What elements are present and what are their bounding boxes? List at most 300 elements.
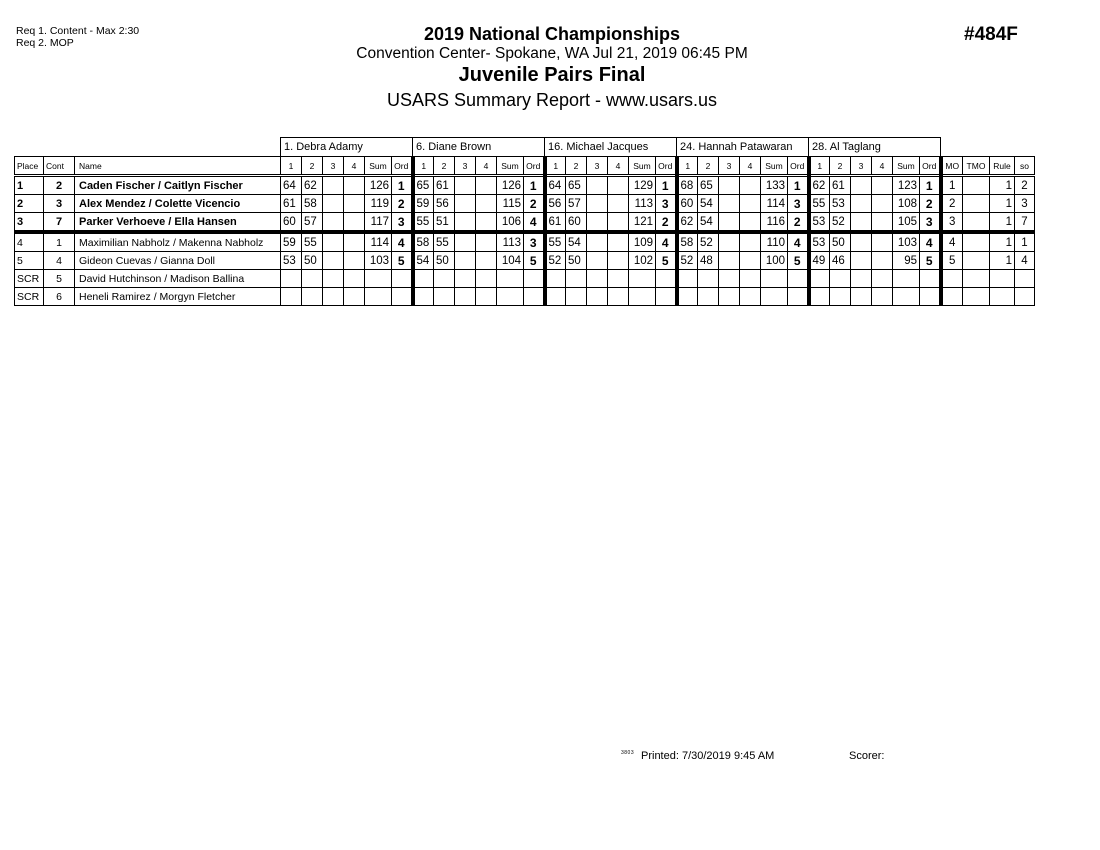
judge-4-ord-cell: 4 [788, 232, 809, 252]
mo-cell: 3 [941, 213, 963, 233]
judge-5-sum-cell: 105 [893, 213, 920, 233]
judge-4-score-2-cell [698, 288, 719, 306]
cont-cell: 5 [44, 270, 75, 288]
judge-3-score-4-cell [608, 213, 629, 233]
col-judge-5-j2: 2 [830, 157, 851, 176]
judge-5-score-2-cell [830, 288, 851, 306]
judge-1-ord-cell [392, 270, 413, 288]
judge-5-ord-cell: 5 [920, 252, 941, 270]
judge-5-sum-cell: 103 [893, 232, 920, 252]
judge-5-score-1-cell [809, 288, 830, 306]
col-judge-2-ord: Ord [524, 157, 545, 176]
judge-1-score-4-cell [344, 195, 365, 213]
judge-1-score-2-cell [302, 270, 323, 288]
results-table [14, 137, 1035, 306]
judge-2-score-2-cell: 61 [434, 176, 455, 195]
col-mo: MO [941, 157, 963, 176]
judge-5-score-3-cell [851, 252, 872, 270]
judge-5-score-3-cell [851, 288, 872, 306]
so-cell [1015, 288, 1035, 306]
judge-4-score-1-cell: 60 [677, 195, 698, 213]
judge-1-ord-cell: 3 [392, 213, 413, 233]
judge-2-score-1-cell [413, 288, 434, 306]
col-judge-3-j3: 3 [587, 157, 608, 176]
judge-1-score-1-cell: 59 [281, 232, 302, 252]
judge-1-score-1-cell: 53 [281, 252, 302, 270]
judge-2-score-4-cell [476, 288, 497, 306]
judge-4-score-1-cell: 58 [677, 232, 698, 252]
judge-3-score-2-cell: 65 [566, 176, 587, 195]
col-judge-4-sum: Sum [761, 157, 788, 176]
col-judge-5-j3: 3 [851, 157, 872, 176]
judge-1-sum-cell: 117 [365, 213, 392, 233]
judge-2-ord-cell: 1 [524, 176, 545, 195]
event-name: Juvenile Pairs Final [458, 64, 646, 86]
col-judge-4-j1: 1 [677, 157, 698, 176]
so-cell: 7 [1015, 213, 1035, 233]
tmo-cell [963, 288, 990, 306]
judge-5-score-3-cell [851, 195, 872, 213]
mo-cell: 5 [941, 252, 963, 270]
judge-4-score-3-cell [719, 270, 740, 288]
judge-5-score-2-cell [830, 270, 851, 288]
judge-5-score-3-cell [851, 232, 872, 252]
column-header-row [15, 157, 1035, 176]
col-judge-4-j3: 3 [719, 157, 740, 176]
judge-3-score-3-cell [587, 213, 608, 233]
col-judge-4-j4: 4 [740, 157, 761, 176]
judge-2-score-2-cell [434, 270, 455, 288]
judge-4-sum-cell: 100 [761, 252, 788, 270]
tmo-cell [963, 195, 990, 213]
tmo-cell [963, 270, 990, 288]
so-cell: 3 [1015, 195, 1035, 213]
judge-4-score-2-cell: 54 [698, 213, 719, 233]
judge-4-score-3-cell [719, 213, 740, 233]
judge-4-ord-cell: 2 [788, 213, 809, 233]
judge-3-score-3-cell [587, 252, 608, 270]
place-cell: 5 [15, 252, 44, 270]
judge-2-ord-cell: 3 [524, 232, 545, 252]
judge-5-score-1-cell [809, 270, 830, 288]
judge-4-score-3-cell [719, 232, 740, 252]
judge-2-header: 6. Diane Brown [413, 138, 545, 157]
col-judge-1-ord: Ord [392, 157, 413, 176]
place-cell: 1 [15, 176, 44, 195]
judge-1-header: 1. Debra Adamy [281, 138, 413, 157]
judge-4-score-2-cell: 52 [698, 232, 719, 252]
competition-title: 2019 National Championships [423, 24, 681, 44]
judge-4-sum-cell [761, 270, 788, 288]
judge-3-ord-cell [656, 288, 677, 306]
judge-4-score-4-cell [740, 195, 761, 213]
judge-4-score-3-cell [719, 252, 740, 270]
judges-row [15, 138, 1035, 157]
judge-2-score-3-cell [455, 195, 476, 213]
judge-3-score-1-cell: 55 [545, 232, 566, 252]
cont-cell: 4 [44, 252, 75, 270]
place-cell: SCR [15, 288, 44, 306]
col-judge-2-j4: 4 [476, 157, 497, 176]
rule-cell: 1 [990, 213, 1015, 233]
judge-2-sum-cell: 126 [497, 176, 524, 195]
judge-4-sum-cell: 114 [761, 195, 788, 213]
mo-cell: 2 [941, 195, 963, 213]
judge-2-sum-cell [497, 270, 524, 288]
rule-cell: 1 [990, 252, 1015, 270]
judge-3-score-1-cell: 61 [545, 213, 566, 233]
judge-3-score-3-cell [587, 288, 608, 306]
col-judge-1-j1: 1 [281, 157, 302, 176]
judge-5-score-2-cell: 50 [830, 232, 851, 252]
judge-2-score-3-cell [455, 232, 476, 252]
judge-5-score-2-cell: 52 [830, 213, 851, 233]
requirement-2: Req 2. MOP [16, 37, 74, 49]
judge-2-score-3-cell [455, 288, 476, 306]
judge-1-sum-cell [365, 288, 392, 306]
judge-3-ord-cell: 2 [656, 213, 677, 233]
venue-datetime: Convention Center- Spokane, WA Jul 21, 2019 06:45 PM [356, 45, 748, 62]
judge-3-sum-cell: 113 [629, 195, 656, 213]
judge-2-ord-cell: 4 [524, 213, 545, 233]
judge-4-score-2-cell [698, 270, 719, 288]
judge-1-score-2-cell: 55 [302, 232, 323, 252]
mo-cell: 1 [941, 176, 963, 195]
judge-4-score-4-cell [740, 232, 761, 252]
judge-4-score-1-cell: 52 [677, 252, 698, 270]
tmo-cell [963, 213, 990, 233]
event-number: #484F [964, 24, 1018, 45]
col-judge-3-j4: 4 [608, 157, 629, 176]
judge-1-score-1-cell [281, 270, 302, 288]
judge-4-ord-cell: 1 [788, 176, 809, 195]
judge-1-score-2-cell: 57 [302, 213, 323, 233]
judge-2-score-3-cell [455, 176, 476, 195]
judge-3-score-2-cell: 57 [566, 195, 587, 213]
col-judge-5-j1: 1 [809, 157, 830, 176]
col-judge-2-j2: 2 [434, 157, 455, 176]
col-judge-3-j2: 2 [566, 157, 587, 176]
judge-1-score-1-cell [281, 288, 302, 306]
judge-1-score-4-cell [344, 288, 365, 306]
rule-cell [990, 270, 1015, 288]
rule-cell [990, 288, 1015, 306]
col-place: Place [15, 157, 44, 176]
judge-4-score-2-cell: 54 [698, 195, 719, 213]
judge-1-score-3-cell [323, 288, 344, 306]
judge-2-sum-cell: 106 [497, 213, 524, 233]
judge-3-score-2-cell [566, 288, 587, 306]
judge-4-score-3-cell [719, 288, 740, 306]
judge-2-score-3-cell [455, 270, 476, 288]
judge-1-sum-cell: 126 [365, 176, 392, 195]
col-judge-2-j3: 3 [455, 157, 476, 176]
report-title: USARS Summary Report - www.usars.us [386, 90, 718, 110]
judge-2-sum-cell [497, 288, 524, 306]
judge-4-score-2-cell: 48 [698, 252, 719, 270]
judge-4-score-1-cell: 68 [677, 176, 698, 195]
table-row [15, 270, 1035, 288]
judge-1-score-4-cell [344, 270, 365, 288]
rule-cell: 1 [990, 232, 1015, 252]
judge-4-score-3-cell [719, 176, 740, 195]
judge-2-ord-cell: 2 [524, 195, 545, 213]
judge-3-score-4-cell [608, 232, 629, 252]
judge-3-score-4-cell [608, 288, 629, 306]
judge-3-score-1-cell [545, 288, 566, 306]
judge-5-ord-cell: 3 [920, 213, 941, 233]
judge-1-ord-cell: 2 [392, 195, 413, 213]
judge-3-sum-cell: 102 [629, 252, 656, 270]
judge-1-score-4-cell [344, 176, 365, 195]
judge-2-score-4-cell [476, 195, 497, 213]
judge-1-score-2-cell [302, 288, 323, 306]
judge-1-sum-cell: 103 [365, 252, 392, 270]
judge-3-score-4-cell [608, 195, 629, 213]
judge-5-score-1-cell: 53 [809, 213, 830, 233]
col-judge-3-sum: Sum [629, 157, 656, 176]
judge-1-score-1-cell: 61 [281, 195, 302, 213]
judge-1-score-4-cell [344, 232, 365, 252]
judge-3-ord-cell: 4 [656, 232, 677, 252]
judge-1-sum-cell: 119 [365, 195, 392, 213]
judge-5-score-2-cell: 61 [830, 176, 851, 195]
judge-4-score-4-cell [740, 176, 761, 195]
tmo-cell [963, 252, 990, 270]
judge-5-score-3-cell [851, 176, 872, 195]
judge-2-score-1-cell [413, 270, 434, 288]
judge-2-ord-cell [524, 270, 545, 288]
judge-3-ord-cell: 1 [656, 176, 677, 195]
judge-1-score-3-cell [323, 195, 344, 213]
tmo-cell [963, 232, 990, 252]
judge-3-score-1-cell: 52 [545, 252, 566, 270]
judge-3-score-3-cell [587, 195, 608, 213]
judge-3-score-2-cell: 54 [566, 232, 587, 252]
judge-5-score-3-cell [851, 270, 872, 288]
col-so: so [1015, 157, 1035, 176]
judge-4-ord-cell [788, 270, 809, 288]
judge-2-ord-cell: 5 [524, 252, 545, 270]
judge-5-ord-cell: 4 [920, 232, 941, 252]
judge-3-sum-cell: 109 [629, 232, 656, 252]
judge-5-sum-cell: 95 [893, 252, 920, 270]
judge-4-ord-cell: 3 [788, 195, 809, 213]
judge-2-sum-cell: 113 [497, 232, 524, 252]
cont-cell: 2 [44, 176, 75, 195]
judge-5-score-2-cell: 53 [830, 195, 851, 213]
judge-5-score-4-cell [872, 288, 893, 306]
judge-2-score-3-cell [455, 252, 476, 270]
judge-1-ord-cell [392, 288, 413, 306]
judge-1-ord-cell: 1 [392, 176, 413, 195]
judge-3-score-1-cell [545, 270, 566, 288]
judge-3-ord-cell: 5 [656, 252, 677, 270]
judge-1-score-3-cell [323, 270, 344, 288]
judge-4-score-4-cell [740, 270, 761, 288]
judge-1-score-2-cell: 50 [302, 252, 323, 270]
col-judge-3-ord: Ord [656, 157, 677, 176]
judge-2-sum-cell: 115 [497, 195, 524, 213]
so-cell: 4 [1015, 252, 1035, 270]
judge-4-score-2-cell: 65 [698, 176, 719, 195]
judge-3-sum-cell: 121 [629, 213, 656, 233]
rule-cell: 1 [990, 195, 1015, 213]
judge-4-score-1-cell: 62 [677, 213, 698, 233]
judge-5-score-1-cell: 55 [809, 195, 830, 213]
judge-5-score-4-cell [872, 195, 893, 213]
col-judge-1-j3: 3 [323, 157, 344, 176]
judge-1-score-1-cell: 64 [281, 176, 302, 195]
judge-2-score-1-cell: 58 [413, 232, 434, 252]
judge-4-ord-cell [788, 288, 809, 306]
judge-5-ord-cell [920, 270, 941, 288]
mo-cell: 4 [941, 232, 963, 252]
judge-1-sum-cell [365, 270, 392, 288]
judge-1-score-4-cell [344, 252, 365, 270]
judge-2-score-3-cell [455, 213, 476, 233]
judge-5-score-2-cell: 46 [830, 252, 851, 270]
judge-1-score-2-cell: 62 [302, 176, 323, 195]
judge-2-sum-cell: 104 [497, 252, 524, 270]
judge-5-score-3-cell [851, 213, 872, 233]
judge-3-sum-cell: 129 [629, 176, 656, 195]
table-row [15, 252, 1035, 270]
col-judge-5-sum: Sum [893, 157, 920, 176]
judge-5-sum-cell [893, 270, 920, 288]
judge-5-sum-cell: 108 [893, 195, 920, 213]
judge-4-score-1-cell [677, 270, 698, 288]
col-judge-2-j1: 1 [413, 157, 434, 176]
judge-5-score-4-cell [872, 176, 893, 195]
scorer-label: Scorer: [849, 750, 885, 762]
place-cell: 2 [15, 195, 44, 213]
col-name: Name [75, 157, 281, 176]
judge-5-ord-cell: 1 [920, 176, 941, 195]
judge-1-ord-cell: 4 [392, 232, 413, 252]
judge-4-sum-cell [761, 288, 788, 306]
judge-5-ord-cell: 2 [920, 195, 941, 213]
footer-mark: 3803 [621, 750, 635, 756]
name-cell: Alex Mendez / Colette Vicencio [75, 195, 281, 213]
judge-2-score-2-cell: 51 [434, 213, 455, 233]
judge-3-header: 16. Michael Jacques [545, 138, 677, 157]
name-cell: Caden Fischer / Caitlyn Fischer [75, 176, 281, 195]
col-judge-3-j1: 1 [545, 157, 566, 176]
so-cell: 2 [1015, 176, 1035, 195]
name-cell: David Hutchinson / Madison Ballina [75, 270, 281, 288]
judge-2-score-2-cell [434, 288, 455, 306]
judge-3-score-4-cell [608, 270, 629, 288]
judge-5-header: 28. Al Taglang [809, 138, 941, 157]
judge-5-score-1-cell: 49 [809, 252, 830, 270]
judge-4-header: 24. Hannah Patawaran [677, 138, 809, 157]
judge-5-sum-cell [893, 288, 920, 306]
table-row [15, 232, 1035, 252]
cont-cell: 1 [44, 232, 75, 252]
place-cell: 4 [15, 232, 44, 252]
judge-5-score-1-cell: 53 [809, 232, 830, 252]
judge-2-ord-cell [524, 288, 545, 306]
judge-2-score-1-cell: 59 [413, 195, 434, 213]
judge-3-ord-cell: 3 [656, 195, 677, 213]
col-judge-4-j2: 2 [698, 157, 719, 176]
judge-2-score-4-cell [476, 213, 497, 233]
cont-cell: 3 [44, 195, 75, 213]
col-judge-1-j2: 2 [302, 157, 323, 176]
judge-2-score-4-cell [476, 232, 497, 252]
judge-3-score-4-cell [608, 252, 629, 270]
col-judge-2-sum: Sum [497, 157, 524, 176]
col-judge-4-ord: Ord [788, 157, 809, 176]
judge-2-score-4-cell [476, 270, 497, 288]
judge-2-score-2-cell: 50 [434, 252, 455, 270]
table-row [15, 213, 1035, 233]
judge-2-score-2-cell: 55 [434, 232, 455, 252]
name-cell: Heneli Ramirez / Morgyn Fletcher [75, 288, 281, 306]
tmo-cell [963, 176, 990, 195]
judge-1-score-1-cell: 60 [281, 213, 302, 233]
judge-5-score-1-cell: 62 [809, 176, 830, 195]
judge-4-score-1-cell [677, 288, 698, 306]
judge-3-score-1-cell: 64 [545, 176, 566, 195]
judge-5-score-4-cell [872, 252, 893, 270]
col-judge-5-ord: Ord [920, 157, 941, 176]
col-rule: Rule [990, 157, 1015, 176]
name-cell: Gideon Cuevas / Gianna Doll [75, 252, 281, 270]
printed-timestamp: Printed: 7/30/2019 9:45 AM [641, 750, 775, 762]
col-judge-1-j4: 4 [344, 157, 365, 176]
table-row [15, 195, 1035, 213]
judge-5-sum-cell: 123 [893, 176, 920, 195]
name-cell: Parker Verhoeve / Ella Hansen [75, 213, 281, 233]
judge-2-score-1-cell: 54 [413, 252, 434, 270]
judge-1-score-3-cell [323, 252, 344, 270]
table-row [15, 176, 1035, 195]
cont-cell: 6 [44, 288, 75, 306]
judge-3-score-2-cell: 60 [566, 213, 587, 233]
judge-2-score-1-cell: 65 [413, 176, 434, 195]
name-cell: Maximilian Nabholz / Makenna Nabholz [75, 232, 281, 252]
judge-1-score-3-cell [323, 213, 344, 233]
judge-5-score-4-cell [872, 232, 893, 252]
judge-3-score-2-cell: 50 [566, 252, 587, 270]
judge-2-score-2-cell: 56 [434, 195, 455, 213]
judge-3-score-3-cell [587, 176, 608, 195]
judge-5-score-4-cell [872, 270, 893, 288]
judge-2-score-1-cell: 55 [413, 213, 434, 233]
table-row [15, 288, 1035, 306]
so-cell: 1 [1015, 232, 1035, 252]
judge-2-score-4-cell [476, 176, 497, 195]
col-judge-1-sum: Sum [365, 157, 392, 176]
judge-4-score-4-cell [740, 288, 761, 306]
mo-cell [941, 270, 963, 288]
col-judge-5-j4: 4 [872, 157, 893, 176]
judge-4-score-4-cell [740, 213, 761, 233]
judge-1-sum-cell: 114 [365, 232, 392, 252]
judge-4-ord-cell: 5 [788, 252, 809, 270]
judge-4-sum-cell: 133 [761, 176, 788, 195]
col-tmo: TMO [963, 157, 990, 176]
judge-4-sum-cell: 116 [761, 213, 788, 233]
judge-5-ord-cell [920, 288, 941, 306]
rule-cell: 1 [990, 176, 1015, 195]
judge-4-score-4-cell [740, 252, 761, 270]
judge-3-score-1-cell: 56 [545, 195, 566, 213]
judge-2-score-4-cell [476, 252, 497, 270]
judge-4-score-3-cell [719, 195, 740, 213]
